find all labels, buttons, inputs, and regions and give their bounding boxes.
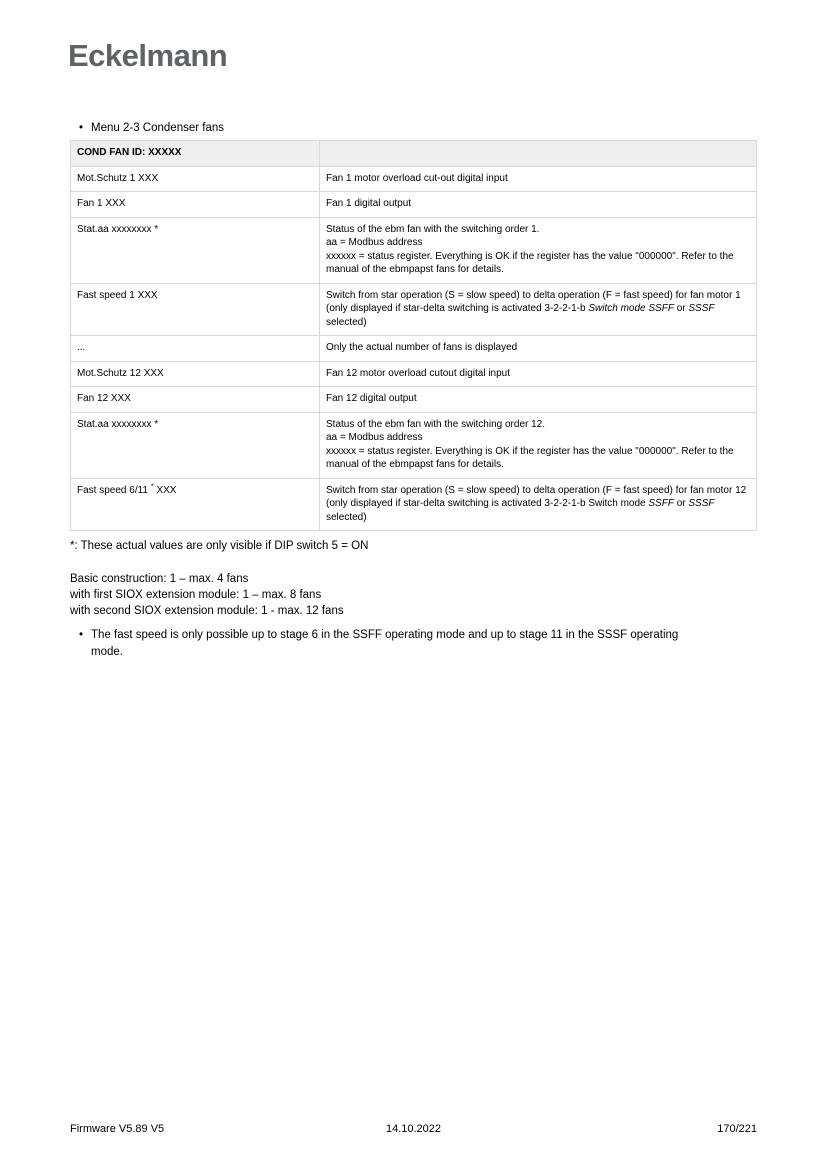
description-line <box>326 172 750 186</box>
text-segment: Fan 1 XXX <box>77 198 126 209</box>
parameter-cell <box>71 412 320 478</box>
description-line <box>326 250 750 277</box>
text-segment: Stat.aa xxxxxxxx * <box>77 223 159 235</box>
description-line <box>326 418 750 432</box>
text-segment: XXX <box>153 484 177 496</box>
description-cell <box>320 217 757 283</box>
table-row <box>71 283 757 336</box>
table-row <box>71 478 757 531</box>
description-line <box>326 223 750 237</box>
table-header-cell: COND FAN ID: XXXXX <box>71 141 320 167</box>
text-segment: ... <box>77 342 86 353</box>
text-segment: Fan 12 motor overload cutout digital input <box>326 367 510 379</box>
fast-speed-bullet-item <box>79 627 719 660</box>
table-body <box>71 166 757 531</box>
text-segment: Status of the ebm fan with the switching order 1. <box>326 223 540 235</box>
text-segment: selected) <box>326 511 367 523</box>
construction-notes <box>70 571 344 619</box>
table-row <box>71 166 757 192</box>
text-segment: or <box>673 498 689 509</box>
description-cell <box>320 387 757 413</box>
text-segment: Switch from star operation (S = slow speed) to delta operation (F = fast speed) for fan motor 1 (only displayed if star-delta switching is activated 3-2-2-1-b <box>326 289 741 314</box>
table-row <box>71 336 757 362</box>
text-segment: * <box>150 481 154 491</box>
text-segment: Mot.Schutz 1 XXX <box>77 172 159 184</box>
bullet-icon: • <box>79 629 84 641</box>
text-segment: Switch from star operation (S = slow speed) to delta operation (F = fast speed) for fan motor 12 (only displayed if star-delta switching is activated 3-2-2-1-b Switch mode <box>326 484 747 509</box>
footer-date: 14.10.2022 <box>385 1123 442 1135</box>
description-line <box>326 197 750 211</box>
table-header-cell-empty <box>320 141 757 167</box>
construction-line: with first SIOX extension module: 1 – max. 8 fans <box>70 589 322 601</box>
parameter-cell <box>71 192 320 218</box>
parameter-cell <box>71 478 320 531</box>
page-footer <box>70 1122 757 1136</box>
text-segment: Mot.Schutz 12 XXX <box>77 367 164 379</box>
table-row <box>71 217 757 283</box>
description-cell <box>320 361 757 387</box>
eckelmann-logo: Eckelmann <box>68 38 228 73</box>
text-segment: Stat.aa xxxxxxxx * <box>77 418 159 430</box>
description-cell <box>320 283 757 336</box>
menu-item-label: Menu 2-3 Condenser fans <box>91 122 224 134</box>
text-segment: xxxxxx = status register. Everything is OK if the register has the value "000000". Refer to the manual of the ebmpapst fans for details. <box>326 445 734 470</box>
footer-firmware-version: Firmware V5.89 V5 <box>70 1123 165 1135</box>
text-segment: Fan 1 motor overload cut-out digital input <box>326 172 508 184</box>
menu-bullet-item <box>79 120 224 136</box>
footer-page-number: 170/221 <box>717 1123 757 1135</box>
text-segment: xxxxxx = status register. Everything is OK if the register has the value "000000". Refer to the manual of the ebmpapst fans for details. <box>326 250 734 275</box>
description-line <box>326 445 750 472</box>
description-line <box>326 289 750 330</box>
description-line <box>326 431 750 445</box>
text-segment: Fan 12 digital output <box>326 393 417 404</box>
parameter-cell <box>71 361 320 387</box>
table-row <box>71 387 757 413</box>
parameter-cell <box>71 387 320 413</box>
description-cell <box>320 412 757 478</box>
table-row <box>71 412 757 478</box>
cond-fan-table <box>70 140 757 531</box>
construction-line: with second SIOX extension module: 1 - max. 12 fans <box>70 605 344 617</box>
text-segment: Fan 12 XXX <box>77 393 131 404</box>
parameter-cell <box>71 217 320 283</box>
description-line <box>326 341 750 355</box>
description-cell <box>320 192 757 218</box>
table-header-row <box>71 141 757 167</box>
text-segment: SSFF <box>648 498 674 509</box>
text-segment: Fast speed 6/11 <box>77 484 151 496</box>
text-segment: Switch mode SSFF <box>588 303 674 314</box>
description-cell <box>320 336 757 362</box>
text-segment: Status of the ebm fan with the switching order 12. <box>326 418 546 430</box>
text-segment: SSSF <box>688 303 715 314</box>
text-segment: selected) <box>326 316 367 328</box>
dip-switch-footnote: *: These actual values are only visible if DIP switch 5 = ON <box>70 540 369 552</box>
description-cell <box>320 478 757 531</box>
parameter-cell <box>71 283 320 336</box>
bullet-icon: • <box>79 122 84 134</box>
description-line <box>326 484 750 525</box>
text-segment: aa = Modbus address <box>326 237 423 248</box>
text-segment: Fast speed 1 XXX <box>77 289 158 301</box>
description-line <box>326 236 750 250</box>
parameter-cell <box>71 336 320 362</box>
text-segment: aa = Modbus address <box>326 432 423 443</box>
description-line <box>326 367 750 381</box>
text-segment: or <box>673 303 689 314</box>
text-segment: SSSF <box>688 498 715 509</box>
description-line <box>326 392 750 406</box>
construction-line: Basic construction: 1 – max. 4 fans <box>70 573 249 585</box>
text-segment: Only the actual number of fans is displayed <box>326 342 518 353</box>
fast-speed-note-text: The fast speed is only possible up to stage 6 in the SSFF operating mode and up to stage 11 in the SSSF operating mode. <box>91 629 679 658</box>
text-segment: Fan 1 digital output <box>326 198 412 209</box>
parameter-cell <box>71 166 320 192</box>
description-cell <box>320 166 757 192</box>
table-row <box>71 361 757 387</box>
table-row <box>71 192 757 218</box>
